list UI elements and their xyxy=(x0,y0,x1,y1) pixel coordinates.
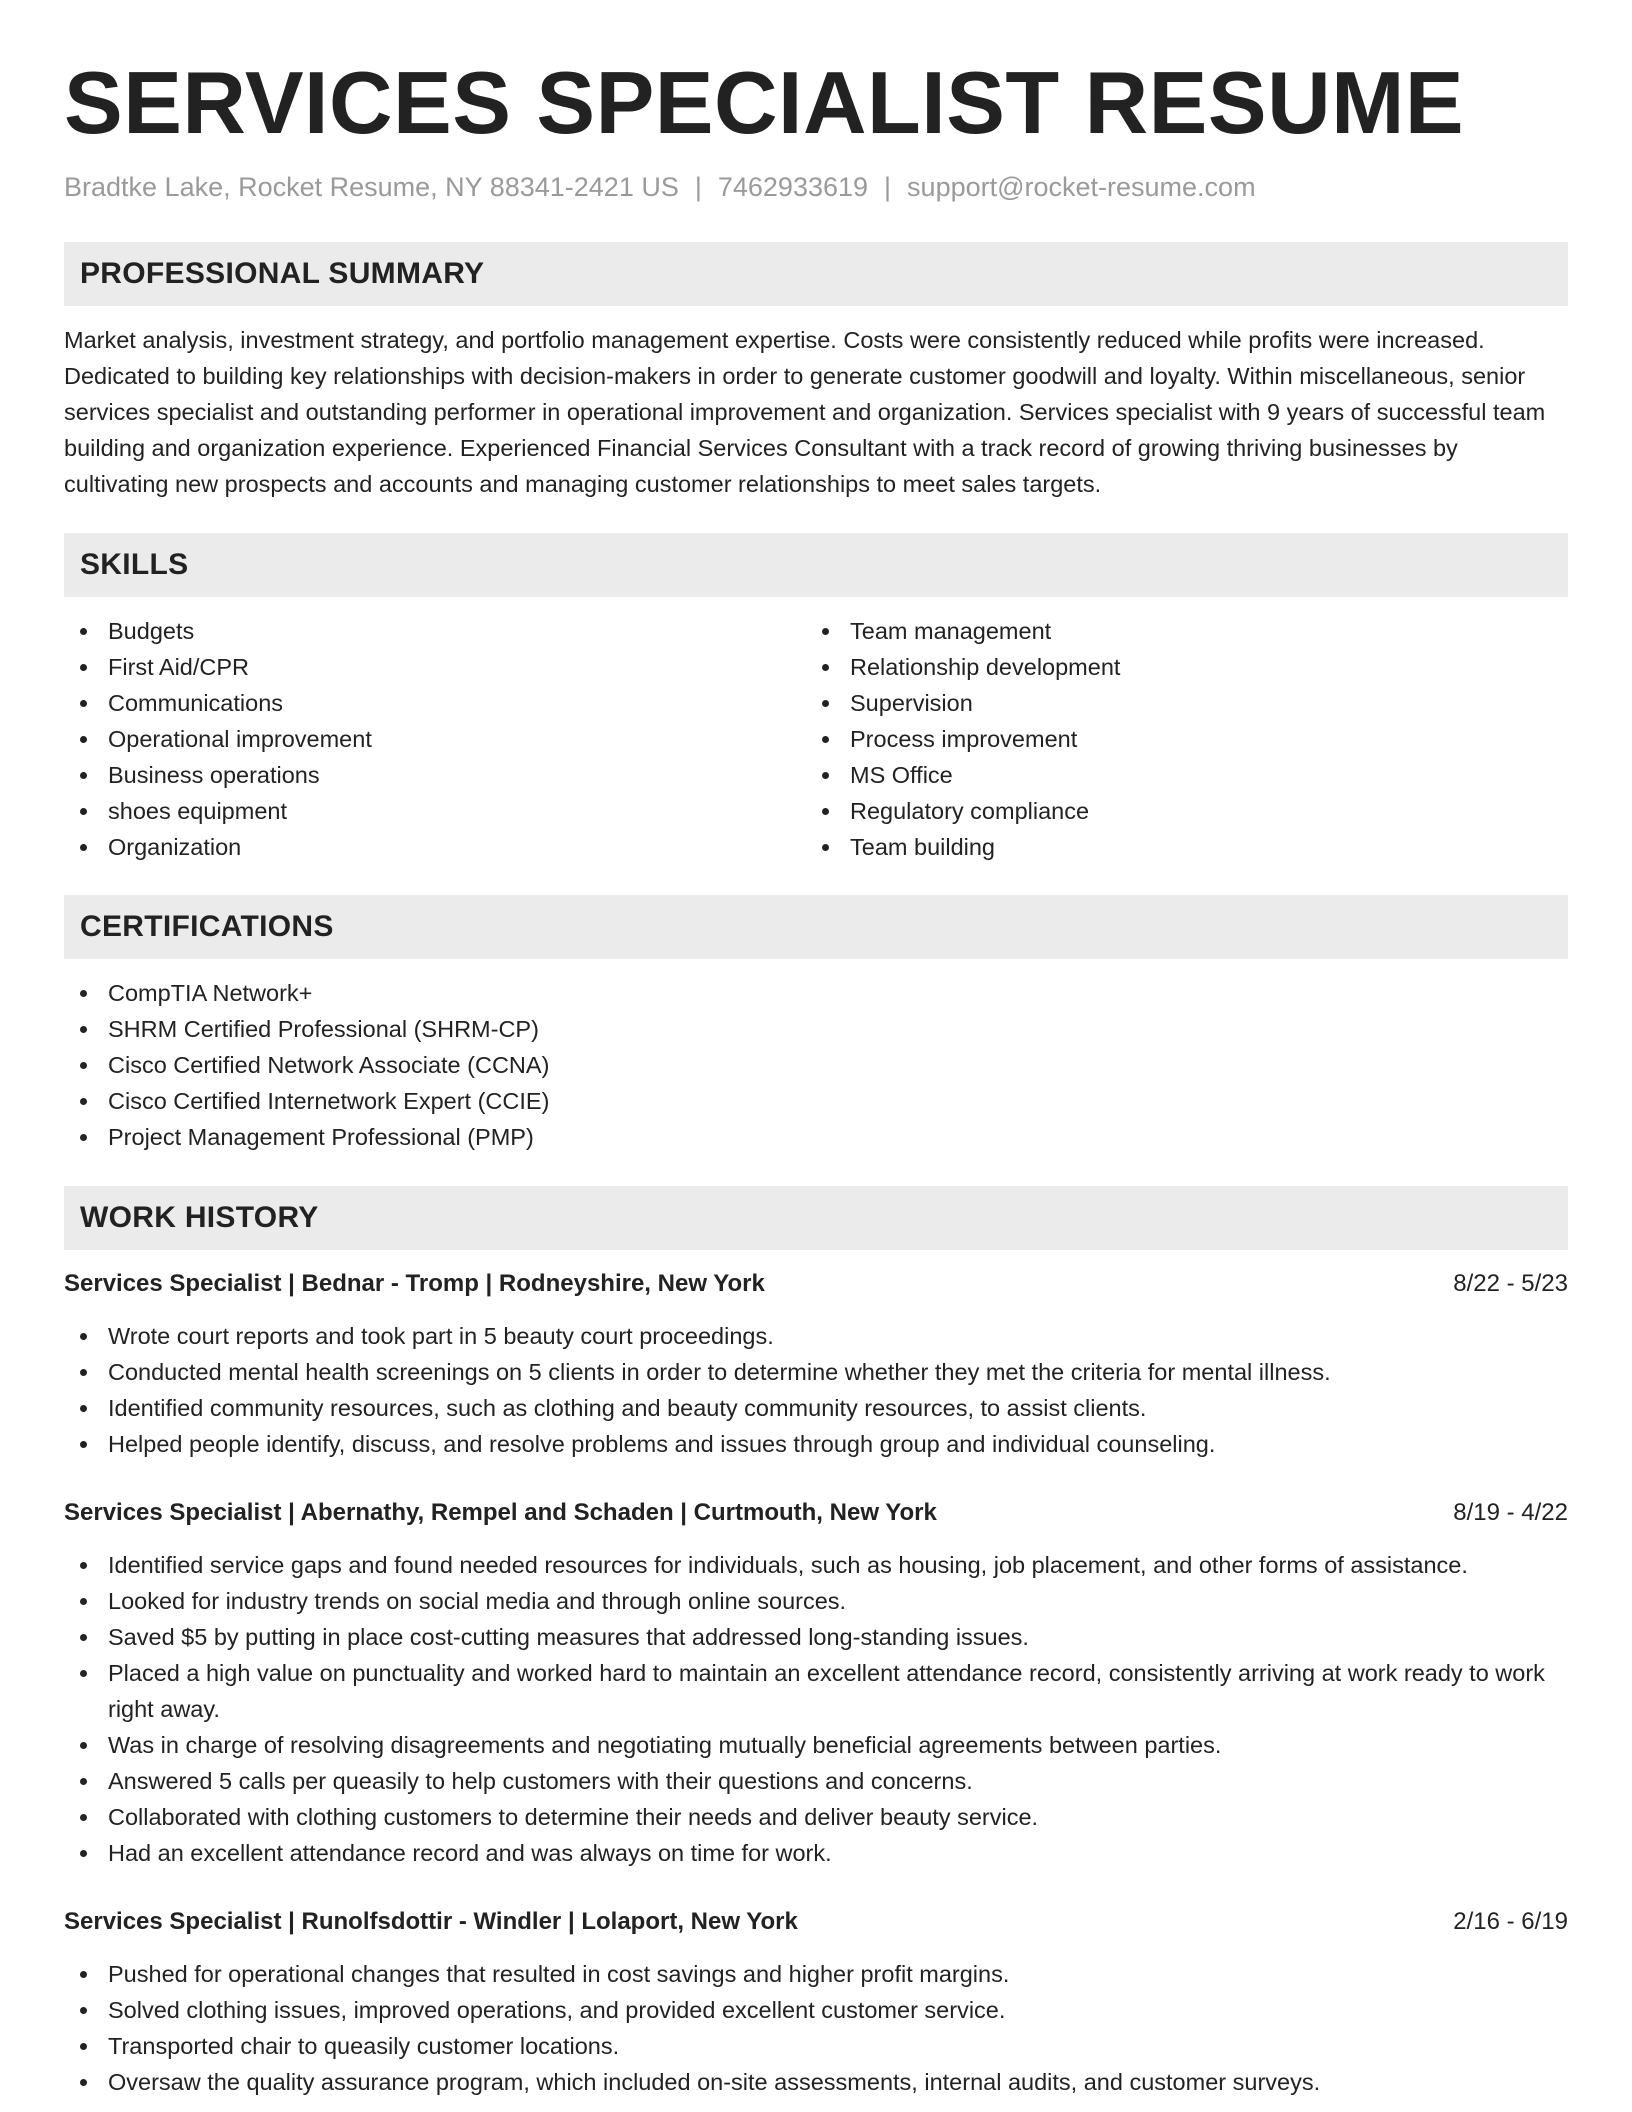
contact-phone: 7462933619 xyxy=(717,172,869,202)
job-bullet: Had an excellent attendance record and was always on time for work. xyxy=(64,1835,1568,1871)
skills-heading: SKILLS xyxy=(64,533,1568,597)
contact-address: Bradtke Lake, Rocket Resume, NY 88341-2421 US xyxy=(64,172,679,202)
job-bullet-list xyxy=(64,1956,1568,2100)
job-entry xyxy=(64,1904,1568,2100)
job-dates: 8/22 - 5/23 xyxy=(1453,1270,1568,1297)
job-bullet-list xyxy=(64,1318,1568,1462)
contact-email: support@rocket-resume.com xyxy=(907,172,1256,202)
skill-item: Budgets xyxy=(64,613,806,649)
certifications-heading: CERTIFICATIONS xyxy=(64,895,1568,959)
contact-separator: | xyxy=(884,172,892,202)
certification-item: Project Management Professional (PMP) xyxy=(64,1119,1568,1155)
skill-item: Communications xyxy=(64,685,806,721)
job-dates: 8/19 - 4/22 xyxy=(1453,1499,1568,1526)
certification-item: SHRM Certified Professional (SHRM-CP) xyxy=(64,1011,1568,1047)
job-title: Services Specialist | Runolfsdottir - Windler | Lolaport, New York xyxy=(64,1908,798,1935)
skill-item: Team building xyxy=(806,829,1548,865)
contact-line xyxy=(64,170,1568,204)
work-history-heading: WORK HISTORY xyxy=(64,1186,1568,1250)
resume-title: SERVICES SPECIALIST RESUME xyxy=(64,53,1465,152)
skill-item: Process improvement xyxy=(806,721,1548,757)
job-entry xyxy=(64,1266,1568,1462)
job-bullet: Answered 5 calls per queasily to help customers with their questions and concerns. xyxy=(64,1763,1568,1799)
job-bullet: Conducted mental health screenings on 5 clients in order to determine whether they met the criteria for mental illness. xyxy=(64,1354,1568,1390)
skills-left-list xyxy=(64,613,806,865)
job-bullet: Helped people identify, discuss, and resolve problems and issues through group and individual counseling. xyxy=(64,1426,1568,1462)
skill-item: Operational improvement xyxy=(64,721,806,757)
job-bullet: Transported chair to queasily customer locations. xyxy=(64,2028,1568,2064)
job-bullet: Solved clothing issues, improved operations, and provided excellent customer service. xyxy=(64,1992,1568,2028)
job-title: Services Specialist | Bednar - Tromp | Rodneyshire, New York xyxy=(64,1270,765,1297)
job-bullet: Collaborated with clothing customers to determine their needs and deliver beauty service. xyxy=(64,1799,1568,1835)
skill-item: Supervision xyxy=(806,685,1548,721)
summary-section xyxy=(64,242,1568,502)
certifications-section xyxy=(64,895,1568,1155)
skill-item: Organization xyxy=(64,829,806,865)
skill-item: Relationship development xyxy=(806,649,1548,685)
job-bullet: Placed a high value on punctuality and worked hard to maintain an excellent attendance record, consistently arriving at work ready to work right away. xyxy=(64,1655,1568,1727)
job-entry xyxy=(64,1495,1568,1871)
summary-heading: PROFESSIONAL SUMMARY xyxy=(64,242,1568,306)
job-title: Services Specialist | Abernathy, Rempel and Schaden | Curtmouth, New York xyxy=(64,1499,937,1526)
job-bullet-list xyxy=(64,1547,1568,1871)
skill-item: Regulatory compliance xyxy=(806,793,1548,829)
skills-right-list xyxy=(806,613,1548,865)
work-history-section xyxy=(64,1186,1568,2100)
job-bullet: Pushed for operational changes that resulted in cost savings and higher profit margins. xyxy=(64,1956,1568,1992)
skills-section xyxy=(64,533,1568,865)
job-header xyxy=(64,1495,1568,1531)
skills-grid xyxy=(64,613,1568,865)
job-bullet: Was in charge of resolving disagreements and negotiating mutually beneficial agreements between parties. xyxy=(64,1727,1568,1763)
skill-item: Business operations xyxy=(64,757,806,793)
certification-item: CompTIA Network+ xyxy=(64,975,1568,1011)
job-bullet: Identified service gaps and found needed resources for individuals, such as housing, job placement, and other forms of assistance. xyxy=(64,1547,1568,1583)
skill-item: shoes equipment xyxy=(64,793,806,829)
skill-item: MS Office xyxy=(806,757,1548,793)
contact-separator: | xyxy=(694,172,702,202)
certification-item: Cisco Certified Internetwork Expert (CCIE) xyxy=(64,1083,1568,1119)
resume-page xyxy=(64,0,1568,2100)
summary-text: Market analysis, investment strategy, and portfolio management expertise. Costs were consistently reduced while profits were increased. Dedicated to building key relationships with decision-makers in order to generate customer goodwill and loyalty. Within miscellaneous, senior services specialist and outstanding performer in operational improvement and organization. Services specialist with 9 years of successful team building and organization experience. Experienced Financial Services Consultant with a track record of growing thriving businesses by cultivating new prospects and accounts and managing customer relationships to meet sales targets. xyxy=(64,327,1546,497)
job-bullet: Wrote court reports and took part in 5 beauty court proceedings. xyxy=(64,1318,1568,1354)
skill-item: First Aid/CPR xyxy=(64,649,806,685)
job-dates: 2/16 - 6/19 xyxy=(1453,1908,1568,1935)
certifications-list xyxy=(64,975,1568,1155)
job-bullet: Identified community resources, such as clothing and beauty community resources, to assist clients. xyxy=(64,1390,1568,1426)
skill-item: Team management xyxy=(806,613,1548,649)
job-header xyxy=(64,1904,1568,1940)
job-bullet: Oversaw the quality assurance program, which included on-site assessments, internal audits, and customer surveys. xyxy=(64,2064,1568,2100)
job-bullet: Looked for industry trends on social media and through online sources. xyxy=(64,1583,1568,1619)
job-bullet: Saved $5 by putting in place cost-cutting measures that addressed long-standing issues. xyxy=(64,1619,1568,1655)
job-header xyxy=(64,1266,1568,1302)
certification-item: Cisco Certified Network Associate (CCNA) xyxy=(64,1047,1568,1083)
